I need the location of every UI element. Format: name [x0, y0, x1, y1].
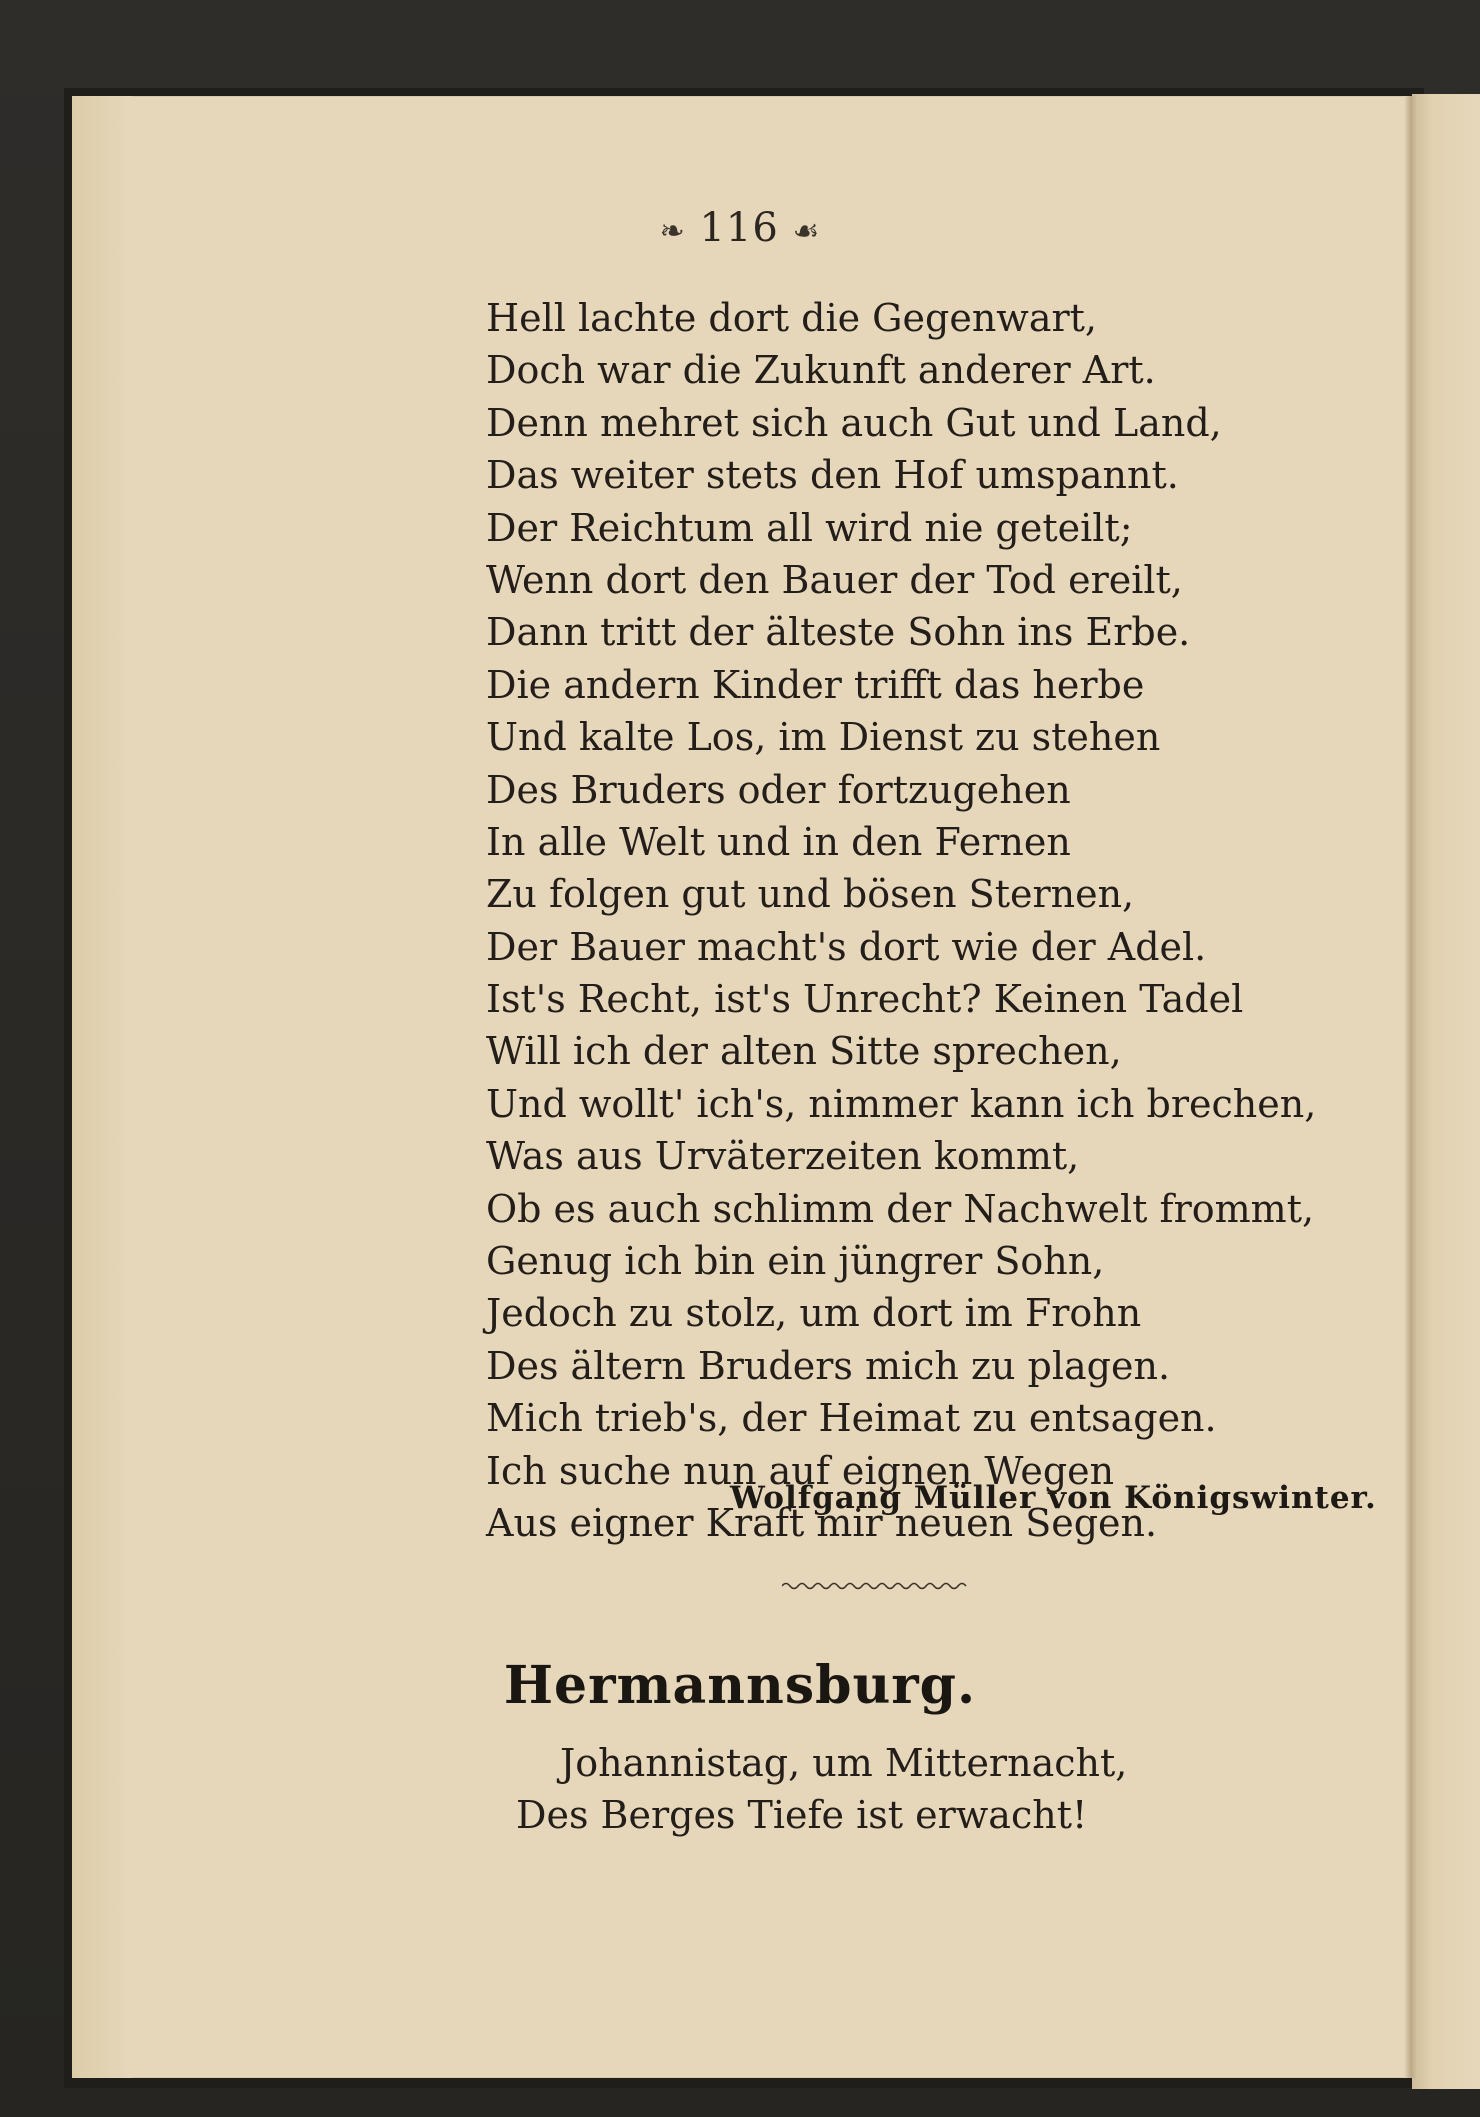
- poem-line: Mich trieb's, der Heimat zu entsagen.: [486, 1396, 1217, 1441]
- poem-line: Genug ich bin ein jüngrer Sohn,: [486, 1239, 1105, 1284]
- book-gutter: [1404, 96, 1418, 2078]
- poem-line: Ob es auch schlimm der Nachwelt frommt,: [486, 1186, 1315, 1231]
- page-header: [0, 205, 1480, 251]
- poem-line: Des Bruders oder fortzugehen: [486, 767, 1071, 812]
- page-edge: [72, 96, 132, 2078]
- poem-line: Will ich der alten Sitte sprechen,: [486, 1029, 1122, 1074]
- poem-line: Hell lachte dort die Gegenwart,: [486, 296, 1098, 340]
- next-poem-body: [516, 1737, 1260, 1841]
- poem-author: Wolfgang Müller von Königswinter.: [730, 1480, 1377, 1516]
- next-poem-title: Hermannsburg.: [503, 1655, 977, 1716]
- folio-ornament-right-icon: ☙: [792, 214, 821, 249]
- poem-line: Jedoch zu stolz, um dort im Frohn: [486, 1291, 1142, 1336]
- next-poem-line: Johannistag, um Mitternacht,: [560, 1741, 1128, 1785]
- poem-line: Aus eigner Kraft mir neuen Segen.: [486, 1500, 1158, 1545]
- folio-ornament-left-icon: ❧: [659, 214, 686, 249]
- poem-line: Der Reichtum all wird nie geteilt;: [486, 505, 1133, 550]
- poem-line: Der Bauer macht's dort wie der Adel.: [486, 924, 1207, 969]
- section-divider-icon: [782, 1579, 970, 1593]
- poem-line: Die andern Kinder trifft das herbe: [486, 662, 1145, 707]
- poem-line: Des ältern Bruders mich zu plagen.: [486, 1343, 1171, 1388]
- poem-line: Denn mehret sich auch Gut und Land,: [486, 400, 1222, 445]
- poem-line: Was aus Urväterzeiten kommt,: [486, 1134, 1080, 1179]
- poem-line: Ist's Recht, ist's Unrecht? Keinen Tadel: [486, 977, 1244, 1022]
- page-number: 116: [699, 205, 779, 251]
- poem-line: Ich suche nun auf eignen Wegen: [486, 1448, 1115, 1493]
- poem-line: Und kalte Los, im Dienst zu stehen: [486, 715, 1161, 760]
- poem-line: Dann tritt der älteste Sohn ins Erbe.: [486, 610, 1191, 655]
- facing-page-edge: [1412, 94, 1480, 2089]
- poem-line: Doch war die Zukunft anderer Art.: [486, 348, 1156, 393]
- poem-line: Wenn dort den Bauer der Tod ereilt,: [486, 557, 1183, 602]
- poem-body: [486, 292, 1386, 1549]
- next-poem-line: Des Berges Tiefe ist erwacht!: [516, 1793, 1088, 1837]
- poem-line: Das weiter stets den Hof umspannt.: [486, 453, 1179, 498]
- poem-line: Und wollt' ich's, nimmer kann ich brechen,: [486, 1081, 1317, 1126]
- poem-line: In alle Welt und in den Fernen: [486, 819, 1071, 864]
- poem-line: Zu folgen gut und bösen Sternen,: [486, 872, 1135, 917]
